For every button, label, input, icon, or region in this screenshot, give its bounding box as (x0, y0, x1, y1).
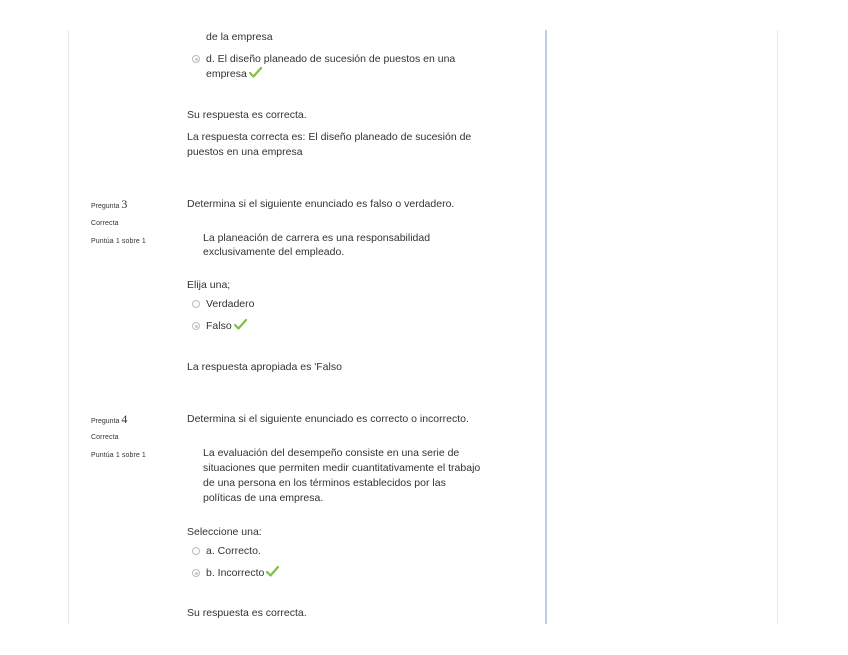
check-icon (234, 319, 247, 330)
check-icon (249, 67, 262, 78)
q2-feedback: Su respuesta es correcta. (187, 109, 307, 121)
q2-option-c-tail: de la empresa (206, 31, 273, 43)
q3-choose-label: Elija una; (187, 279, 231, 291)
q3-label: Pregunta (91, 203, 120, 210)
q4-choose-label: Seleccione una: (187, 526, 262, 538)
q4-statement-line4: políticas de una empresa. (203, 492, 324, 504)
q4-state: Correcta (91, 434, 119, 441)
q2-right-answer: La respuesta correcta es: El diseño planeado de sucesión de (187, 131, 472, 143)
q4-prompt: Determina si el siguiente enunciado es correcto o incorrecto. (187, 413, 469, 425)
q4-grade: Puntúa 1 sobre 1 (91, 452, 146, 459)
q2-option-d-radio[interactable] (192, 55, 200, 63)
q2-option-d-label-line2[interactable] (206, 67, 262, 82)
q2-right-answer-line2: puestos en una empresa (187, 146, 303, 158)
q3-option-false-text: Falso (206, 320, 232, 332)
q3-option-true-radio[interactable] (192, 300, 200, 308)
q3-info-title (91, 197, 127, 212)
q4-option-b-label[interactable] (206, 566, 279, 581)
content-right-border (777, 30, 778, 624)
column-divider (545, 30, 547, 624)
q4-label: Pregunta (91, 418, 120, 425)
q3-option-false-label[interactable] (206, 319, 247, 334)
content-left-border (68, 30, 69, 624)
q3-state: Correcta (91, 220, 119, 227)
q4-option-a-radio[interactable] (192, 547, 200, 555)
q2-option-d-label[interactable]: d. El diseño planeado de sucesión de puestos en una (206, 53, 456, 65)
q3-grade: Puntúa 1 sobre 1 (91, 238, 146, 245)
q3-statement-line2: exclusivamente del empleado. (203, 246, 345, 258)
q4-feedback: Su respuesta es correcta. (187, 607, 307, 619)
q3-right-answer: La respuesta apropiada es 'Falso (187, 361, 342, 373)
q4-info-title (91, 412, 127, 427)
q4-option-a-label[interactable]: a. Correcto. (206, 545, 261, 557)
q4-option-b-radio[interactable] (192, 569, 200, 577)
q4-option-b-text: b. Incorrecto (206, 567, 265, 579)
q3-option-true-label[interactable]: Verdadero (206, 298, 255, 310)
q2-option-d-text: empresa (206, 68, 247, 80)
q4-statement-line2: situaciones que permiten medir cuantitativamente el trabajo (203, 462, 481, 474)
q3-number: 3 (121, 197, 128, 211)
q3-option-false-radio[interactable] (192, 322, 200, 330)
q4-statement-line3: de una persona en los términos establecidos por las (203, 477, 446, 489)
q4-statement: La evaluación del desempeño consiste en una serie de (203, 447, 460, 459)
q3-statement: La planeación de carrera es una responsabilidad (203, 232, 431, 244)
check-icon (266, 566, 279, 577)
q4-number: 4 (121, 412, 128, 426)
q3-prompt: Determina si el siguiente enunciado es falso o verdadero. (187, 198, 455, 210)
